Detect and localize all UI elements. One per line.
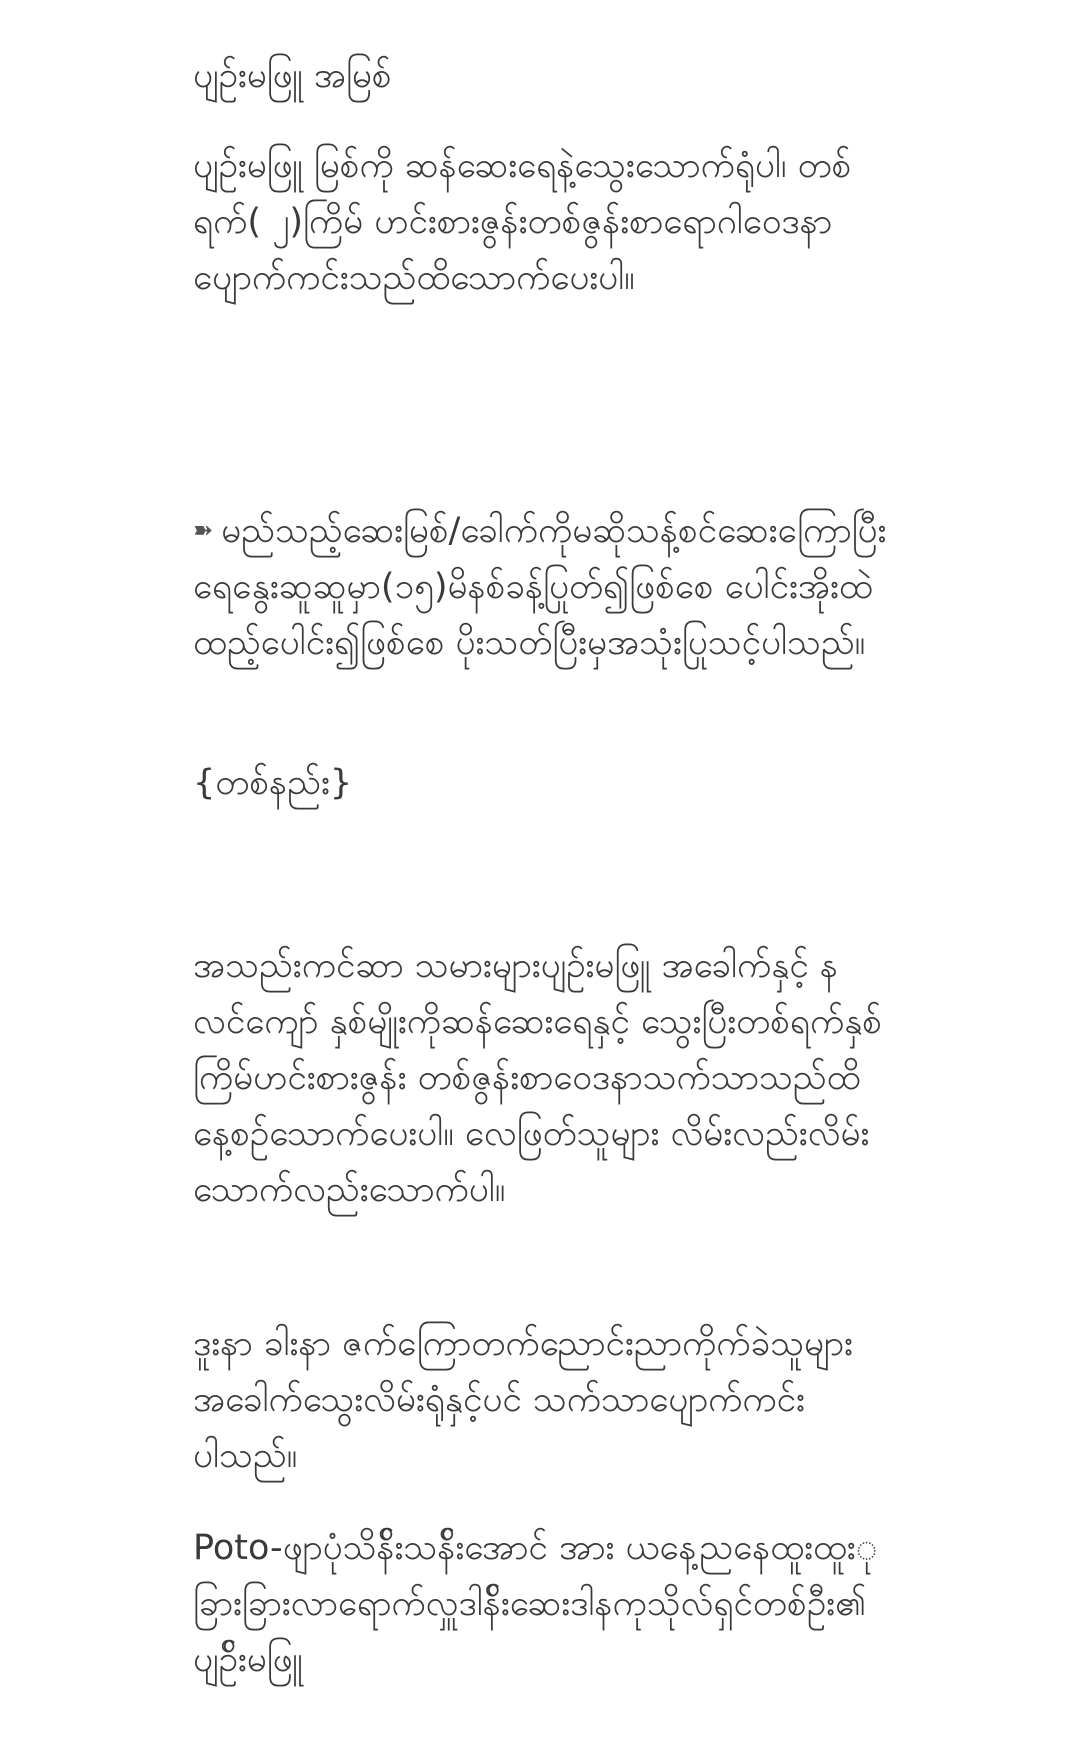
paragraph-preparation-text: မည်သည့်ဆေးမြစ်/ခေါက်ကိုမဆိုသန့်စင်ဆေးကြောပြီးရေနွေးဆူဆူမှာ(၁၅)မိနစ်ခန့်ပြုတ်၍ဖြစ်စေ ပေါင်းအိုးထဲထည့်ပေါင်း၍ဖြစ်စေ ပိုးသတ်ပြီးမှအသုံးပြုသင့်ပါသည်။: [193, 511, 887, 663]
paragraph-dosage: ပျဉ်းမဖြူ မြစ်ကို ဆန်ဆေးရေနဲ့သွေးသောက်ရုံပါ၊ တစ်ရက်( ၂)ကြိမ် ဟင်းစားဇွန်းတစ်ဇွန်းစာရောဂါဝေဒနာပျောက်ကင်းသည်ထိသောက်ပေးပါ။: [193, 146, 852, 298]
feather-arrow-icon: ➽: [193, 516, 214, 544]
paragraph-joint-pain: ဒူးနာ ခါးနာ ဇက်ကြောတက်ညောင်းညာကိုက်ခဲသူများ အခေါက်သွေးလိမ်းရုံနှင့်ပင် သက်သာပျောက်ကင်းပါသည်။: [193, 1324, 864, 1476]
paragraph-preparation-note: [193, 502, 893, 671]
document-title: ပျဉ်းမဖြူ အမြစ်: [193, 56, 392, 96]
section-heading-alternative: {တစ်နည်း}: [193, 763, 353, 803]
paragraph-liver-cancer: အသည်းကင်ဆာ သမားများပျဉ်းမဖြူ အခေါက်နှင့် နလင်ကျော် နှစ်မျိုးကိုဆန်ဆေးရေနှင့် သွေးပြီးတစ်ရက်နှစ်ကြိမ်ဟင်းစားဇွန်း တစ်ဇွန်းစာဝေဒနာသက်သာသည်ထိ နေ့စဉ်သောက်ပေးပါ။ လေဖြတ်သူများ လိမ်းလည်းလိမ်းသောက်လည်းသောက်ပါ။: [193, 946, 882, 1210]
paragraph-photo-credit: Poto-ဖျာပုံသိန်ိးသန်ိးအောင် အား ယနေ့ညနေထူးထူးုခြားခြားလာရောက်လှူဒါန်ိးဆေးဒါနကုသိုလ်ရှင်တစ်ဦး၏ ပျဉ်ိးမဖြူ: [193, 1528, 878, 1680]
